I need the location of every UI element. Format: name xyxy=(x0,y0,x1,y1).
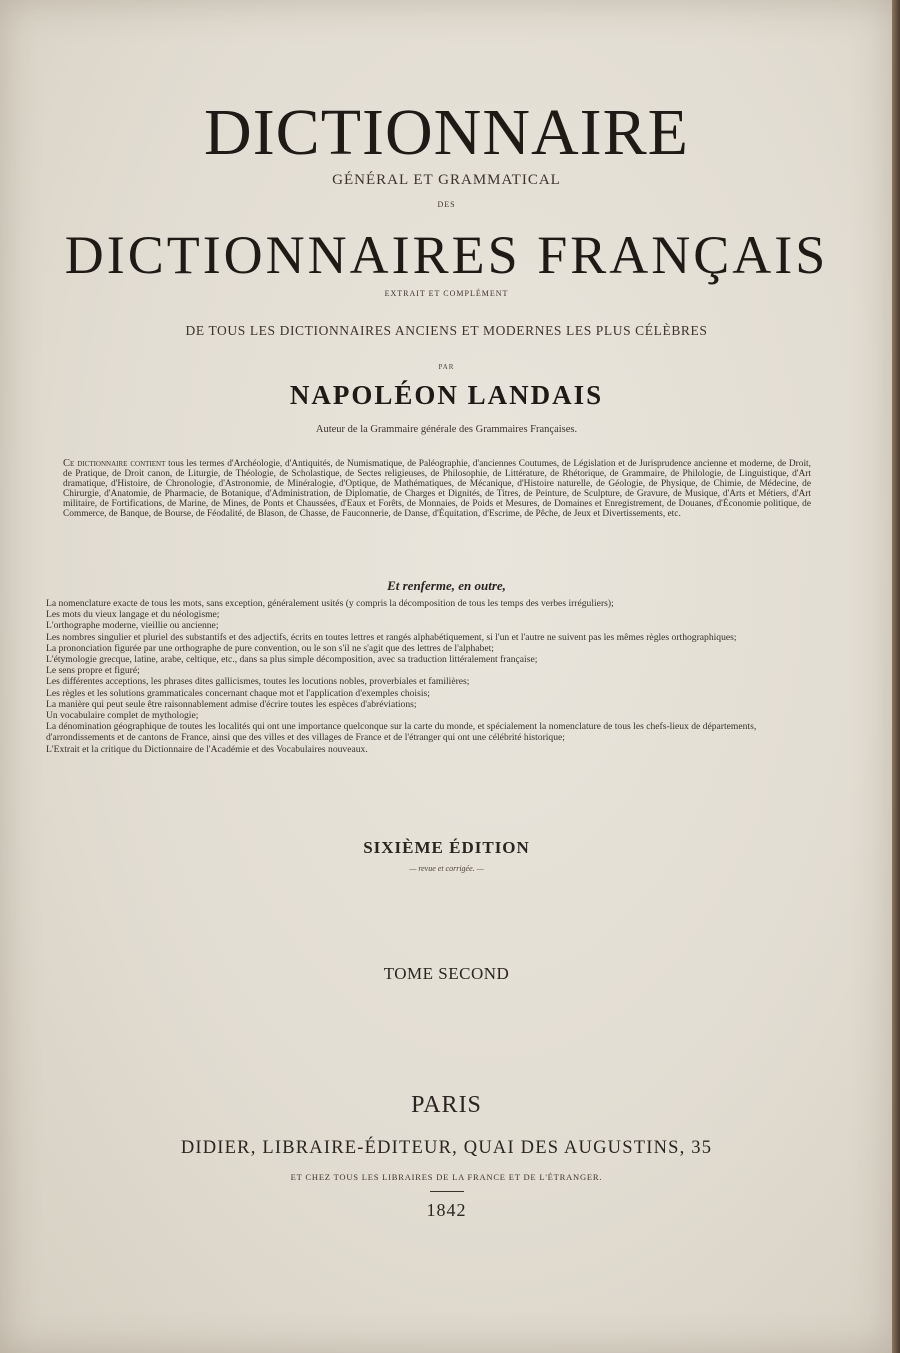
list-item: La prononciation figurée par une orthographe de pure convention, ou le son s'il ne s'agit que des lettres de l'alphabet; xyxy=(46,642,494,654)
year-label: 1842 xyxy=(426,1200,467,1220)
contents-text: tous les termes d'Archéologie, d'Antiquités, de Numismatique, de Paléographie, d'anciennes Coutumes, de Législation et de Jurisprudence ancienne et moderne, de Droit, de Pratique, de Droit canon, de Liturgie, de Théologie, de Scholastique, de Sectes religieuses, de Philosophie, de Littérature, de Rhétorique, de Grammaire, de Philologie, de Linguistique, d'Art dramatique, d'Histoire, de Chronologie, d'Astronomie, de Minéralogie, d'Optique, de Mathématiques, de Mécanique, d'Histoire naturelle, de Géologie, de Physique, de Chimie, de Médecine, de Chirurgie, d'Anatomie, de Pharmacie, de Botanique, d'Administration, de Diplomatie, de Charges et Dignités, de Titres, de Peinture, de Sculpture, de Gravure, de Musique, d'Arts et Métiers, d'Art militaire, de Fortifications, de Marine, de Mines, de Ponts et Chaussées, d'Eaux et Forêts, de Monnaies, de Poids et Mesures, de Domaines et Enregistrement, de Douanes, d'Économie politique, de Commerce, de Banque, de Bourse, de Féodalité, de Blason, de Chasse, de Fauconnerie, de Danse, d'Équitation, d'Escrime, de Pêche, de Jeux et Divertissements, etc. xyxy=(63,459,811,520)
subtitle-anciens-modernes: DE TOUS LES DICTIONNAIRES ANCIENS ET MODERNES LES PLUS CÉLÈBRES xyxy=(185,323,708,338)
publisher-sub-label: ET CHEZ TOUS LES LIBRAIRES DE LA FRANCE ET DE L'ÉTRANGER. xyxy=(290,1172,603,1182)
list-item: Les mots du vieux langage et du néologisme; xyxy=(46,609,220,621)
list-item: L'orthographe moderne, vieillie ou ancienne; xyxy=(46,620,219,632)
author-description: Auteur de la Grammaire générale des Grammaires Françaises. xyxy=(315,424,578,435)
author-name: NAPOLÉON LANDAIS xyxy=(289,380,604,410)
list-item: L'Extrait et la critique du Dictionnaire de l'Académie et des Vocabulaires nouveaux. xyxy=(46,743,368,755)
city-label: PARIS xyxy=(411,1092,482,1118)
list-item: L'étymologie grecque, latine, arabe, celtique, etc., dans sa plus simple décomposition, avec sa traduction littéralement française; xyxy=(46,654,538,666)
contents-paragraph xyxy=(63,459,811,520)
list-item: Les différentes acceptions, les phrases dites gallicismes, toutes les locutions nobles, proverbiales et familières; xyxy=(46,676,470,688)
list-item: Les nombres singulier et pluriel des substantifs et des adjectifs, écrits en toutes lettres et rangés alphabétiquement, si l'un et l'autre ne suivent pas les mêmes règles orthographiques; xyxy=(46,631,737,643)
list-item: Le sens propre et figuré; xyxy=(46,665,140,677)
title-dictionnaires-francais: DICTIONNAIRES FRANÇAIS xyxy=(64,225,829,285)
book-edge xyxy=(892,0,900,1353)
features-list xyxy=(46,598,811,755)
edition-label: SIXIÈME ÉDITION xyxy=(363,838,530,857)
contents-lead: Ce dictionnaire contient xyxy=(63,458,166,469)
list-item: La dénomination géographique de toutes les localités qui ont une importance quelconque sur la carte du monde, et spécialement la nomenclature de tous les chefs-lieux de départements, d'arrondissements et de cantons de France, ainsi que des villes et des villages de France et de l'étranger qui ont une célébrité historique; xyxy=(46,721,757,744)
list-item: Les règles et les solutions grammaticales concernant chaque mot et l'application d'exemples choisis; xyxy=(46,687,430,699)
divider xyxy=(430,1191,464,1192)
publisher-label: DIDIER, LIBRAIRE-ÉDITEUR, QUAI DES AUGUSTINS, 35 xyxy=(180,1138,713,1158)
list-item: La manière qui peut seule être raisonnablement admise d'écrire toutes les espèces d'abréviations; xyxy=(46,698,417,710)
tome-label: TOME SECOND xyxy=(383,964,510,983)
revue-label: — revue et corrigée. — xyxy=(409,864,484,873)
list-item: La nomenclature exacte de tous les mots, sans exception, généralement usités (y compris la décomposition de tous les temps des verbes irréguliers); xyxy=(46,598,614,609)
des-label: DES xyxy=(437,200,456,209)
title-dictionnaire: DICTIONNAIRE xyxy=(204,96,689,169)
extrait-label: EXTRAIT ET COMPLÉMENT xyxy=(384,289,509,298)
subtitle-general: GÉNÉRAL ET GRAMMATICAL xyxy=(332,172,561,188)
renferme-heading: Et renferme, en outre, xyxy=(387,578,506,593)
list-item: Un vocabulaire complet de mythologie; xyxy=(46,710,199,722)
par-label: PAR xyxy=(438,363,455,371)
